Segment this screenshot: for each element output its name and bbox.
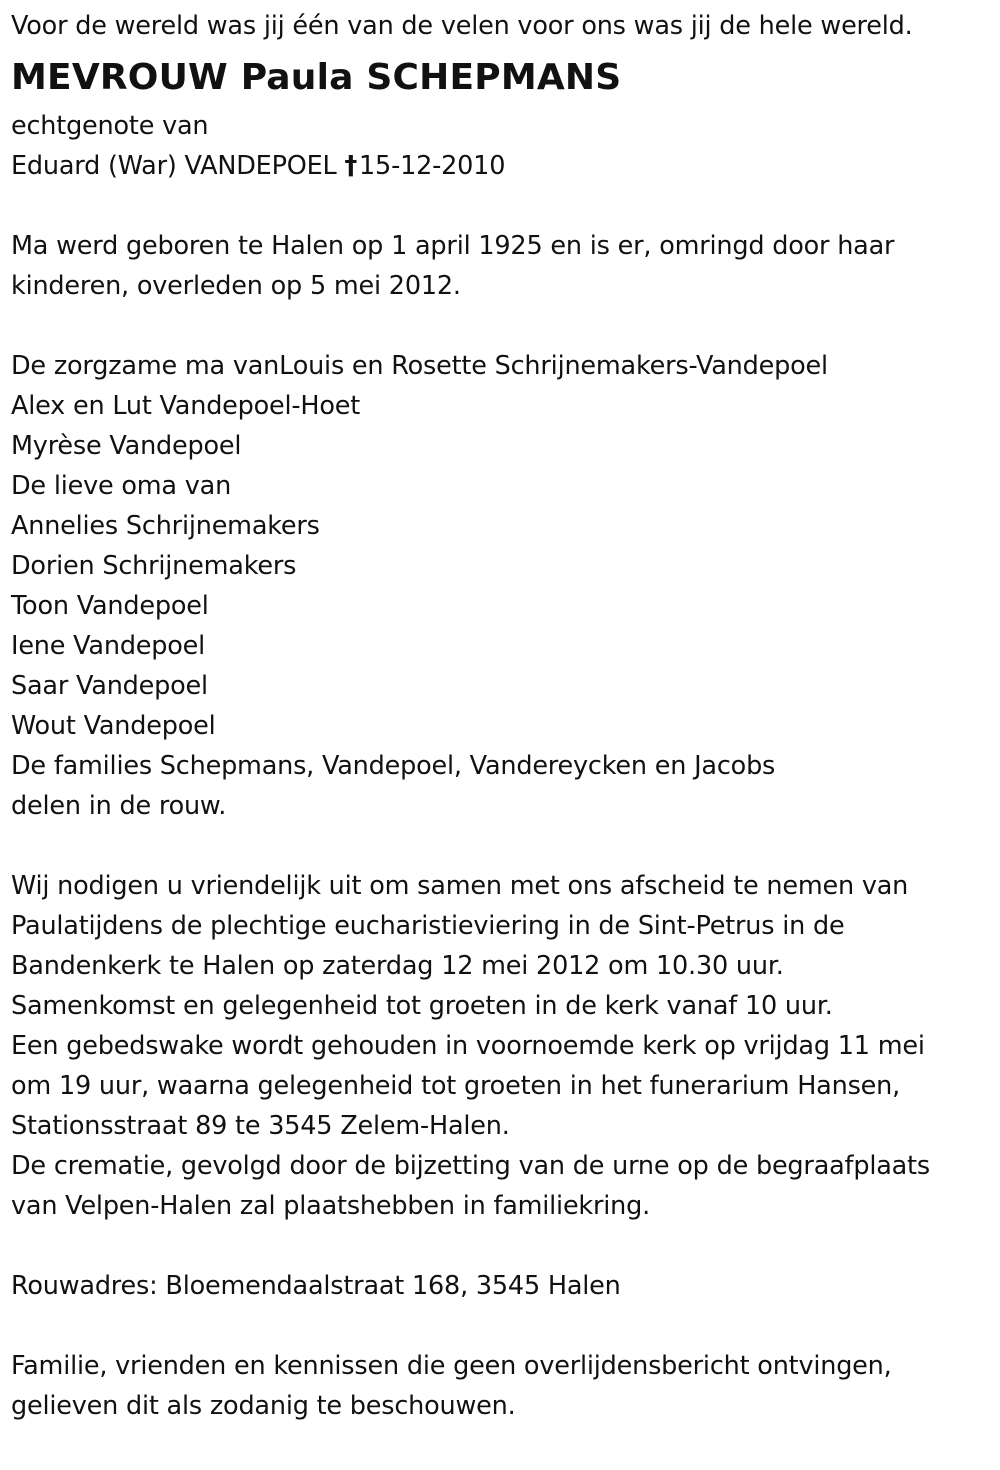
closing-paragraph — [11, 1346, 996, 1426]
paragraph-line: Familie, vrienden en kennissen die geen overlijdensbericht ontvingen, — [11, 1351, 892, 1381]
family-line: Myrèse Vandepoel — [11, 431, 242, 461]
family-line: Dorien Schrijnemakers — [11, 551, 297, 581]
family-line: Alex en Lut Vandepoel-Hoet — [11, 391, 361, 421]
paragraph-line: Wij nodigen u vriendelijk uit om samen met ons afscheid te nemen van — [11, 871, 909, 901]
paragraph-line: kinderen, overleden op 5 mei 2012. — [11, 271, 461, 301]
paragraph-line: Bandenkerk te Halen op zaterdag 12 mei 2012 om 10.30 uur. — [11, 951, 784, 981]
invitation-paragraph — [11, 866, 996, 1226]
spouse-death-date: 15-12-2010 — [359, 151, 506, 181]
paragraph-line: De crematie, gevolgd door de bijzetting van de urne op de begraafplaats — [11, 1151, 930, 1181]
spouse-line — [11, 146, 996, 186]
paragraph-line: Paulatijdens de plechtige eucharistieviering in de Sint-Petrus in de — [11, 911, 845, 941]
family-line: delen in de rouw. — [11, 791, 227, 821]
death-notice — [11, 6, 996, 1426]
cross-icon: † — [344, 151, 358, 181]
family-line: Saar Vandepoel — [11, 671, 208, 701]
family-line: Iene Vandepoel — [11, 631, 206, 661]
family-line: Toon Vandepoel — [11, 591, 209, 621]
paragraph-line: van Velpen-Halen zal plaatshebben in familiekring. — [11, 1191, 651, 1221]
family-line: De zorgzame ma vanLouis en Rosette Schrijnemakers-Vandepoel — [11, 351, 828, 381]
family-line: Annelies Schrijnemakers — [11, 511, 320, 541]
spacer — [11, 1306, 996, 1346]
paragraph-line: Samenkomst en gelegenheid tot groeten in de kerk vanaf 10 uur. — [11, 991, 833, 1021]
paragraph-line: om 19 uur, waarna gelegenheid tot groeten in het funerarium Hansen, — [11, 1071, 901, 1101]
paragraph-line: Stationsstraat 89 te 3545 Zelem-Halen. — [11, 1111, 510, 1141]
paragraph-line: Ma werd geboren te Halen op 1 april 1925 en is er, omringd door haar — [11, 231, 895, 261]
birth-death-paragraph — [11, 226, 996, 306]
family-list — [11, 346, 996, 826]
motto: Voor de wereld was jij één van de velen voor ons was jij de hele wereld. — [11, 11, 913, 41]
spacer — [11, 186, 996, 226]
family-line: De families Schepmans, Vandepoel, Vandereycken en Jacobs — [11, 751, 776, 781]
spouse-relation: echtgenote van — [11, 111, 209, 141]
paragraph-line: Een gebedswake wordt gehouden in voornoemde kerk op vrijdag 11 mei — [11, 1031, 925, 1061]
deceased-name-heading — [11, 50, 996, 106]
spouse-name: Eduard (War) VANDEPOEL — [11, 151, 337, 181]
spacer — [11, 306, 996, 346]
family-line: Wout Vandepoel — [11, 711, 216, 741]
deceased-title: MEVROUW — [11, 57, 228, 98]
deceased-name: Paula SCHEPMANS — [240, 57, 622, 98]
family-line: De lieve oma van — [11, 471, 232, 501]
mourning-address: Rouwadres: Bloemendaalstraat 168, 3545 Halen — [11, 1271, 621, 1301]
spacer — [11, 1226, 996, 1266]
paragraph-line: gelieven dit als zodanig te beschouwen. — [11, 1391, 516, 1421]
spacer — [11, 826, 996, 866]
